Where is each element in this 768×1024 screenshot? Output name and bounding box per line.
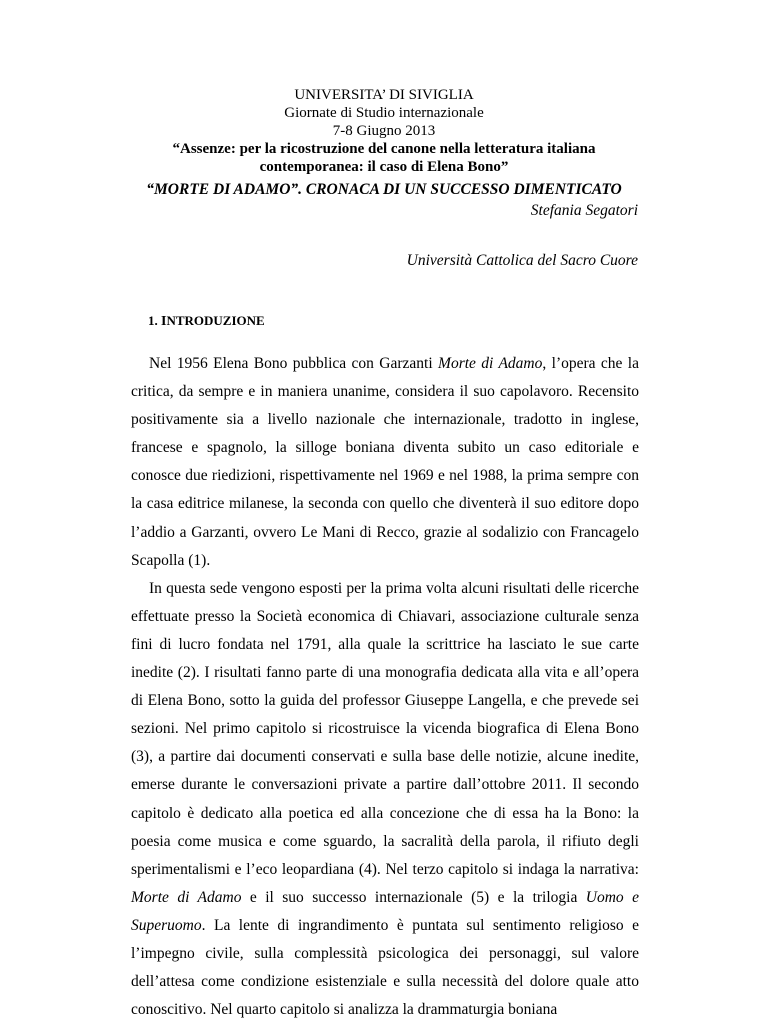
conference-theme-line-2: contemporanea: il caso di Elena Bono” xyxy=(259,159,509,175)
paragraph-2-text-a: In questa sede vengono esposti per la prima volta alcuni risultati delle ricerche effettuate presso la Società economica di Chiavari, associazione culturale senza fini di lucro fondata nel 1791, alla quale la scrittrice ha lasciato le sue carte inedite (2). I risultati fanno parte di una monografia dedicata alla vita e all’opera di Elena Bono, sotto la guida del professor Giuseppe Langella, e che prevede sei sezioni. Nel primo capitolo si ricostruisce la vicenda biografica di Elena Bono (3), a partire dai documenti conservati e sulla base delle notizie, alcune inedite, emerse durante le conversazioni private a partire dall’ottobre 2011. Il secondo capitolo è dedicato alla poetica ed alla concezione che di essa ha la Bono: la poesia come musica e come sguardo, la sacralità della parola, il rifiuto degli sperimentalismi e l’eco leopardiana (4). Nel terzo capitolo si indaga la narrativa: xyxy=(131,579,639,878)
paragraph-2-text-b: e il suo successo internazionale (5) e la trilogia xyxy=(241,888,586,906)
paragraph-1-text-b: , l’opera che la critica, da sempre e in maniera unanime, considera il suo capolavoro. Recensito positivamente sia a livello nazionale che internazionale, tradotto in inglese, francese e spagnolo, la silloge boniana diventa subito un caso editoriale e conosce due riedizioni, rispettivamente nel 1969 e nel 1988, la prima sempre con la casa editrice milanese, la seconda con quello che diventerà il suo editore dopo l’addio a Garzanti, ovvero Le Mani di Recco, grazie al sodalizio con Francagelo Scapolla (1). xyxy=(131,355,639,569)
author-affiliation: Università Cattolica del Sacro Cuore xyxy=(406,252,638,269)
article-title: “MORTE DI ADAMO”. CRONACA DI UN SUCCESSO DIMENTICATO xyxy=(146,181,622,198)
paragraph-1 xyxy=(131,350,639,575)
paragraph-2-text-c: . La lente di ingrandimento è puntata sul sentimento religioso e l’impegno civile, sulla complessità psicologica dei personaggi, sul valore dell’attesa come condizione esistenziale e sulla necessità del dolore quale atto conoscitivo. Nel quarto capitolo si analizza la drammaturgia boniana xyxy=(131,916,639,1019)
work-title-uomo-e-superuomo: Uomo e Superuomo xyxy=(131,888,639,934)
paragraph-1-text-a: Nel 1956 Elena Bono pubblica con Garzanti xyxy=(149,355,439,372)
body-text xyxy=(131,350,639,1024)
section-heading xyxy=(148,313,265,330)
event-dates: 7-8 Giugno 2013 xyxy=(332,123,436,139)
author-name: Stefania Segatori xyxy=(530,202,638,219)
university-name: UNIVERSITA’ DI SIVIGLIA xyxy=(294,87,474,103)
section-number: 1. xyxy=(148,313,158,328)
section-title-rest: NTRODUZIONE xyxy=(166,313,265,328)
work-title-morte-di-adamo: Morte di Adamo xyxy=(438,355,543,372)
conference-theme-line-1: “Assenze: per la ricostruzione del canone nella letteratura italiana xyxy=(172,141,596,157)
paragraph-2 xyxy=(131,575,639,1024)
section-title-initial: I xyxy=(161,314,167,329)
work-title-morte-di-adamo: Morte di Adamo xyxy=(131,888,242,906)
event-name: Giornate di Studio internazionale xyxy=(284,105,484,121)
conference-header xyxy=(100,86,668,176)
